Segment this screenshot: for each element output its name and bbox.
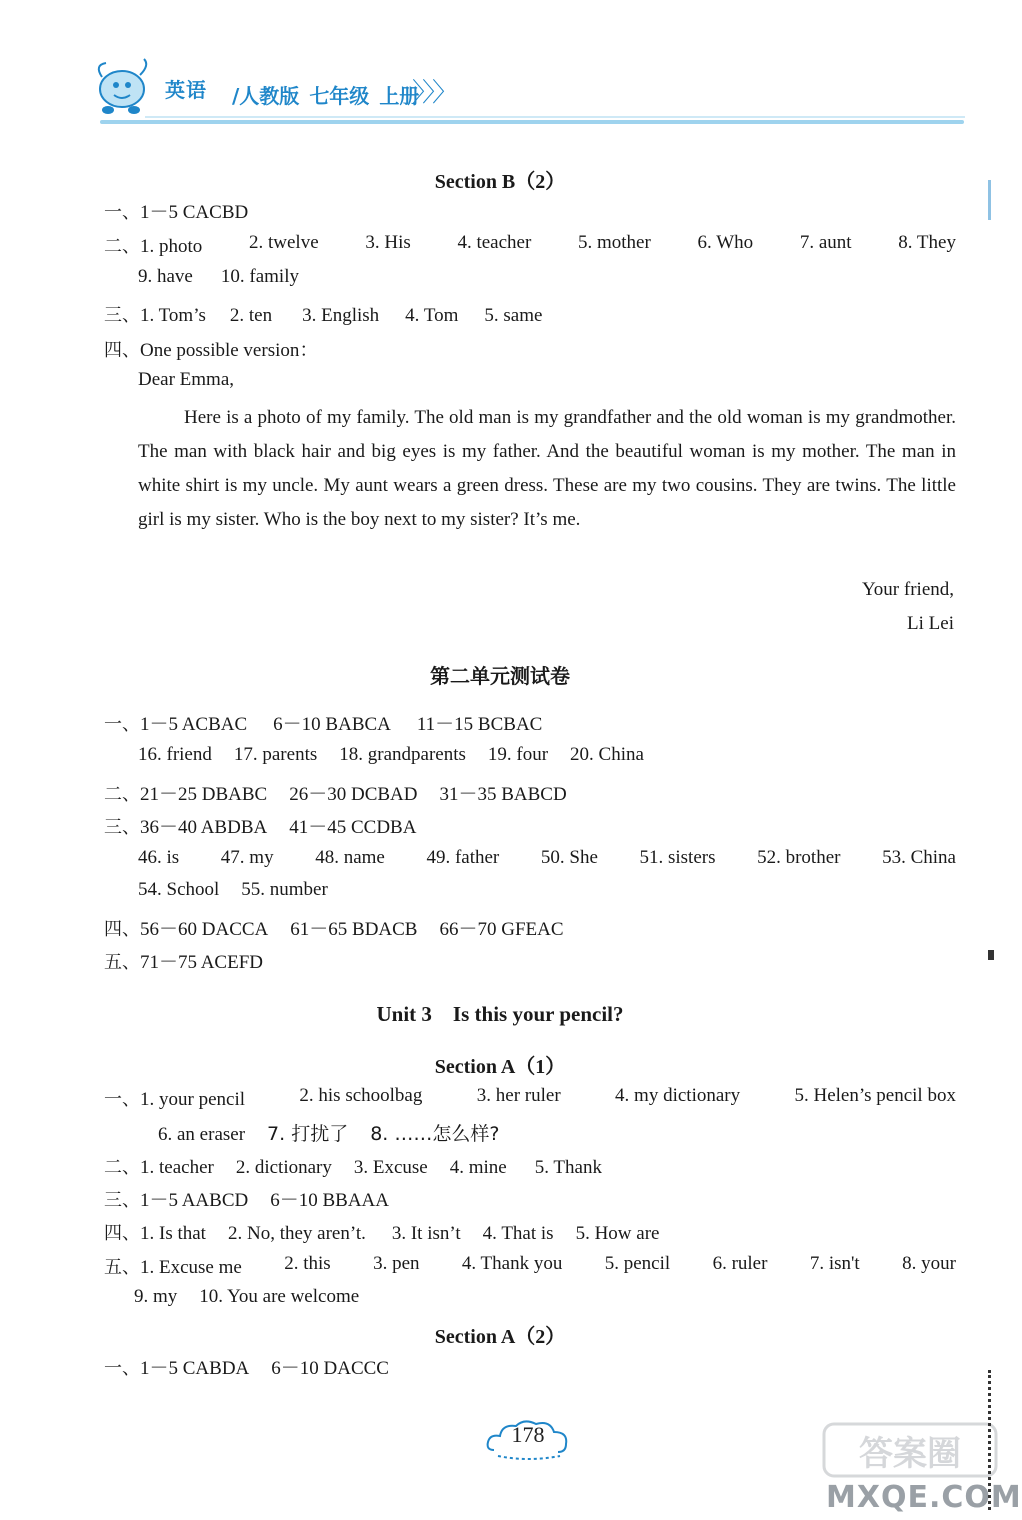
answer-item: 50. She	[540, 847, 598, 868]
answer-item: 9. my	[134, 1286, 178, 1307]
answer-line	[138, 744, 644, 766]
answer-item: 56－60 DACCA	[140, 919, 269, 940]
answer-line	[134, 1286, 359, 1308]
answer-item: 47. my	[220, 847, 274, 868]
answer-item: 1. teacher	[140, 1157, 214, 1178]
answer-item: 3. English	[302, 305, 380, 326]
answer-item: 4. my dictionary	[615, 1085, 741, 1106]
answer-line	[104, 1353, 389, 1380]
answer-line	[104, 812, 416, 839]
answer-item: 6. an eraser	[158, 1124, 246, 1145]
question-number: 三、	[104, 1190, 140, 1211]
header-subject: 英语	[165, 78, 207, 102]
answer-item: 9. have	[138, 266, 193, 287]
answer-item: 4. That is	[482, 1223, 554, 1244]
edge-dotted-rule	[988, 1370, 1001, 1510]
section-a1-title: Section A（1）	[434, 1056, 566, 1078]
answer-item: One possible version：	[140, 340, 319, 361]
answer-line	[138, 266, 299, 288]
answer-item: 1. Excuse me	[140, 1257, 242, 1278]
answer-line	[104, 301, 542, 327]
question-number: 一、	[104, 1089, 140, 1110]
answer-item: 31－35 BABCD	[439, 784, 567, 805]
answer-item: 1－5 CABDA	[140, 1358, 250, 1379]
answer-item: 66－70 GFEAC	[439, 919, 564, 940]
question-number: 四、	[104, 1223, 140, 1244]
answer-item: 49. father	[426, 847, 500, 868]
answer-item: 26－30 DCBAD	[289, 784, 418, 805]
answer-item: 2. twelve	[248, 232, 319, 253]
answer-item: 4. mine	[449, 1157, 507, 1178]
answer-item: 41－45 CCDBA	[289, 817, 417, 838]
answer-item: 1－5 AABCD	[140, 1190, 249, 1211]
page-header	[0, 0, 1000, 140]
section-b2-title: Section B（2）	[434, 171, 566, 193]
question-number: 二、	[104, 784, 140, 805]
answer-item: 2. No, they aren’t.	[227, 1223, 366, 1244]
answer-item: 7. isn't	[809, 1253, 860, 1274]
answer-item: 71－75 ACEFD	[140, 952, 263, 973]
question-number: 三、	[104, 817, 140, 838]
page-number: 178	[511, 1422, 545, 1447]
question-number: 一、	[104, 714, 140, 735]
answer-line	[138, 847, 956, 869]
answer-line	[104, 914, 564, 941]
question-number: 二、	[104, 236, 140, 257]
answer-line	[138, 879, 328, 901]
answer-item: 16. friend	[138, 744, 212, 765]
question-number: 四、	[104, 919, 140, 940]
answer-item: 5. Helen’s pencil box	[794, 1085, 956, 1106]
answer-line	[104, 1253, 956, 1279]
answer-item: 1. photo	[140, 236, 203, 257]
answer-item: 53. China	[882, 847, 956, 868]
answer-item: 18. grandparents	[339, 744, 466, 765]
answer-item: 3. pen	[373, 1253, 420, 1274]
letter-closing: Your friend,	[861, 579, 954, 600]
answer-item: 1. your pencil	[140, 1089, 246, 1110]
watermark-logo-text: 答案圈	[859, 1434, 961, 1474]
answer-line	[104, 197, 248, 224]
answer-item: 61－65 BDACB	[290, 919, 418, 940]
unit2-test-title: 第二单元测试卷	[430, 664, 570, 688]
answer-item: 5. same	[484, 305, 543, 326]
answer-item: 7. 打扰了	[267, 1123, 349, 1145]
answer-line	[104, 232, 956, 258]
header-rule	[100, 120, 964, 124]
answer-item: 5. pencil	[604, 1253, 671, 1274]
answer-line	[104, 1219, 659, 1245]
answer-item: 8. your	[902, 1253, 956, 1274]
answer-item: 1. Tom’s	[140, 305, 206, 326]
answer-item: 3. her ruler	[476, 1085, 561, 1106]
answer-item: 1－5 ACBAC	[140, 714, 248, 735]
answer-item: 6－10 BABCA	[273, 714, 391, 735]
answer-item: 54. School	[138, 879, 220, 900]
cartoon-mascot-icon	[88, 55, 154, 117]
answer-line	[104, 947, 263, 974]
answer-item: 8. ……怎么样?	[370, 1123, 500, 1145]
answer-item: 17. parents	[233, 744, 318, 765]
answer-line	[104, 1185, 389, 1212]
answer-item: 4. teacher	[457, 232, 532, 253]
answer-line	[158, 1119, 499, 1146]
question-number: 三、	[104, 305, 140, 326]
answer-line	[104, 709, 542, 736]
answer-item: 46. is	[138, 847, 180, 868]
answer-line	[104, 779, 567, 806]
answer-line	[104, 1153, 602, 1179]
letter-signature: Li Lei	[907, 613, 954, 634]
question-number: 五、	[104, 1257, 140, 1278]
answer-item: 20. China	[570, 744, 644, 765]
answer-item: 1－5 CACBD	[140, 202, 249, 223]
answer-item: 8. They	[898, 232, 956, 253]
answer-line	[104, 1085, 956, 1111]
answer-item: 5. How are	[575, 1223, 660, 1244]
answer-item: 6－10 DACCC	[271, 1358, 389, 1379]
unit3-title: Unit 3 Is this your pencil?	[376, 1002, 624, 1026]
answer-item: 5. Thank	[534, 1157, 602, 1178]
answer-item: 6－10 BBAAA	[270, 1190, 389, 1211]
answer-item: 36－40 ABDBA	[140, 817, 268, 838]
watermark-url: MXQE.COM	[826, 1480, 1022, 1515]
page-number-cloud	[484, 1416, 572, 1462]
answer-item: 21－25 DBABC	[140, 784, 268, 805]
answer-item: 5. mother	[578, 232, 651, 253]
question-number: 二、	[104, 1157, 140, 1178]
answer-item: 10. You are welcome	[199, 1286, 360, 1307]
answer-line	[104, 335, 318, 362]
question-number: 五、	[104, 952, 140, 973]
edge-mark	[988, 950, 1004, 960]
question-number: 一、	[104, 1358, 140, 1379]
answer-item: 2. his schoolbag	[299, 1085, 423, 1106]
section-a2-title: Section A（2）	[434, 1326, 566, 1348]
answer-item: 3. His	[365, 232, 411, 253]
header-edition-info	[232, 80, 429, 109]
header-arrows-icon: 〉〉〉	[412, 78, 456, 107]
answer-item: 3. It isn’t	[391, 1223, 461, 1244]
header-grade: 七年级	[309, 84, 370, 108]
answer-item: 2. dictionary	[235, 1157, 332, 1178]
question-number: 四、	[104, 340, 140, 361]
answer-item: 52. brother	[757, 847, 841, 868]
answer-item: 51. sisters	[639, 847, 716, 868]
answer-item: 55. number	[241, 879, 328, 900]
answer-item: 2. ten	[229, 305, 273, 326]
answer-item: 3. Excuse	[353, 1157, 428, 1178]
question-number: 一、	[104, 202, 140, 223]
answer-item: 7. aunt	[799, 232, 852, 253]
answer-item: 48. name	[315, 847, 385, 868]
header-rule-light	[145, 116, 965, 118]
header-edition: /人教版	[232, 84, 300, 108]
answer-item: 10. family	[220, 266, 299, 287]
header-volume: 上册	[379, 84, 420, 108]
letter-greeting: Dear Emma,	[138, 369, 235, 390]
answer-item: 1. Is that	[140, 1223, 206, 1244]
answer-item: 4. Tom	[405, 305, 459, 326]
answer-item: 4. Thank you	[461, 1253, 563, 1274]
answer-item: 6. Who	[697, 232, 754, 253]
answer-item: 2. this	[284, 1253, 331, 1274]
answer-item: 19. four	[487, 744, 549, 765]
edge-mark	[988, 180, 1001, 220]
answer-item: 6. ruler	[712, 1253, 768, 1274]
letter-body: Here is a photo of my family. The old man is my grandfather and the old woman is my grandmother. The man with black hair and big eyes is my father. And the beautiful woman is my mother. The man in white shirt is my uncle. My aunt wears a green dress. These are my two cousins. They are twins. The little girl is my sister. Who is the boy next to my sister? It’s me.	[138, 407, 956, 530]
answer-item: 11－15 BCBAC	[416, 714, 543, 735]
